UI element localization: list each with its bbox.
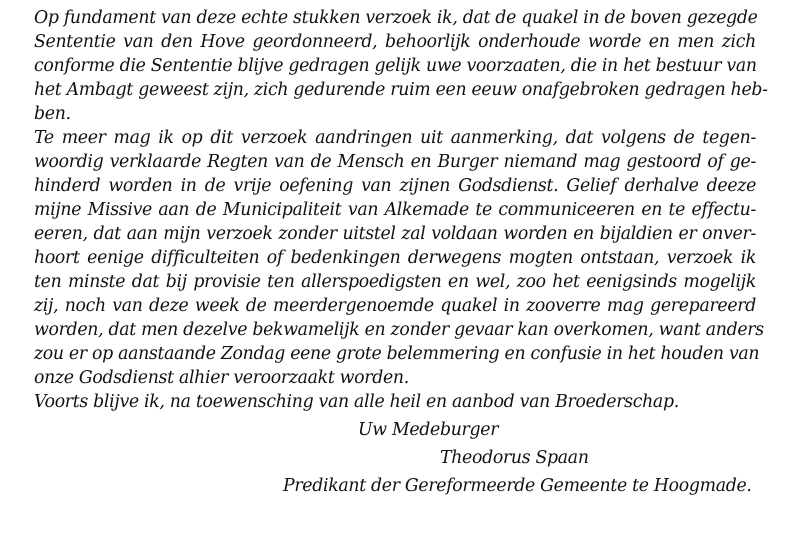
closing-line: Voorts blijve ik, na toewensching van alle heil en aanbod van Broederschap. <box>34 392 679 412</box>
text-line: eeren, dat aan mijn verzoek zonder uitstel zal voldaan worden en bijaldien er onver- <box>34 224 756 244</box>
signatory-name: Theodorus Spaan <box>440 448 589 468</box>
text-line: hoort eenige difficulteiten of bedenkingen derwegens mogten ontstaan, verzoek ik <box>34 248 756 268</box>
text-line: zou er op aanstaande Zondag eene grote belemmering en confusie in het houden van <box>34 344 760 364</box>
text-line: mijne Missive aan de Municipaliteit van Alkemade te communiceeren en te effectu- <box>34 200 756 220</box>
text-line: ben. <box>34 104 71 124</box>
salutation: Uw Medeburger <box>358 420 499 440</box>
text-line: Sententie van den Hove geordonneerd, behoorlijk onderhoude worde en men zich <box>34 32 756 52</box>
text-line: onze Godsdienst alhier veroorzaakt worden. <box>34 368 409 388</box>
text-line: worden, dat men dezelve bekwamelijk en zonder gevaar kan overkomen, want anders <box>34 320 764 340</box>
text-line: hinderd worden in de vrije oefening van zijnen Godsdienst. Gelief derhalve deeze <box>34 176 756 196</box>
text-line: ten minste dat bij provisie ten allerspoedigsten en wel, zoo het eenigsinds mogelijk <box>34 272 756 292</box>
text-line: zij, noch van deze week de meerdergenoemde quakel in zooverre mag gerepareerd <box>34 296 756 316</box>
text-line: het Ambagt geweest zijn, zich gedurende ruim een eeuw onafgebroken gedragen heb- <box>34 80 768 100</box>
signatory-title: Predikant der Gereformeerde Gemeente te Hoogmade. <box>283 476 752 496</box>
text-line: woordig verklaarde Regten van de Mensch en Burger niemand mag gestoord of ge- <box>34 152 756 172</box>
text-line: Te meer mag ik op dit verzoek aandringen uit aanmerking, dat volgens de tegen- <box>34 128 756 148</box>
text-line: conforme die Sententie blijve gedragen gelijk uwe voorzaaten, die in het bestuur van <box>34 56 757 76</box>
text-line: Op fundament van deze echte stukken verzoek ik, dat de quakel in de boven gezegde <box>34 8 758 28</box>
